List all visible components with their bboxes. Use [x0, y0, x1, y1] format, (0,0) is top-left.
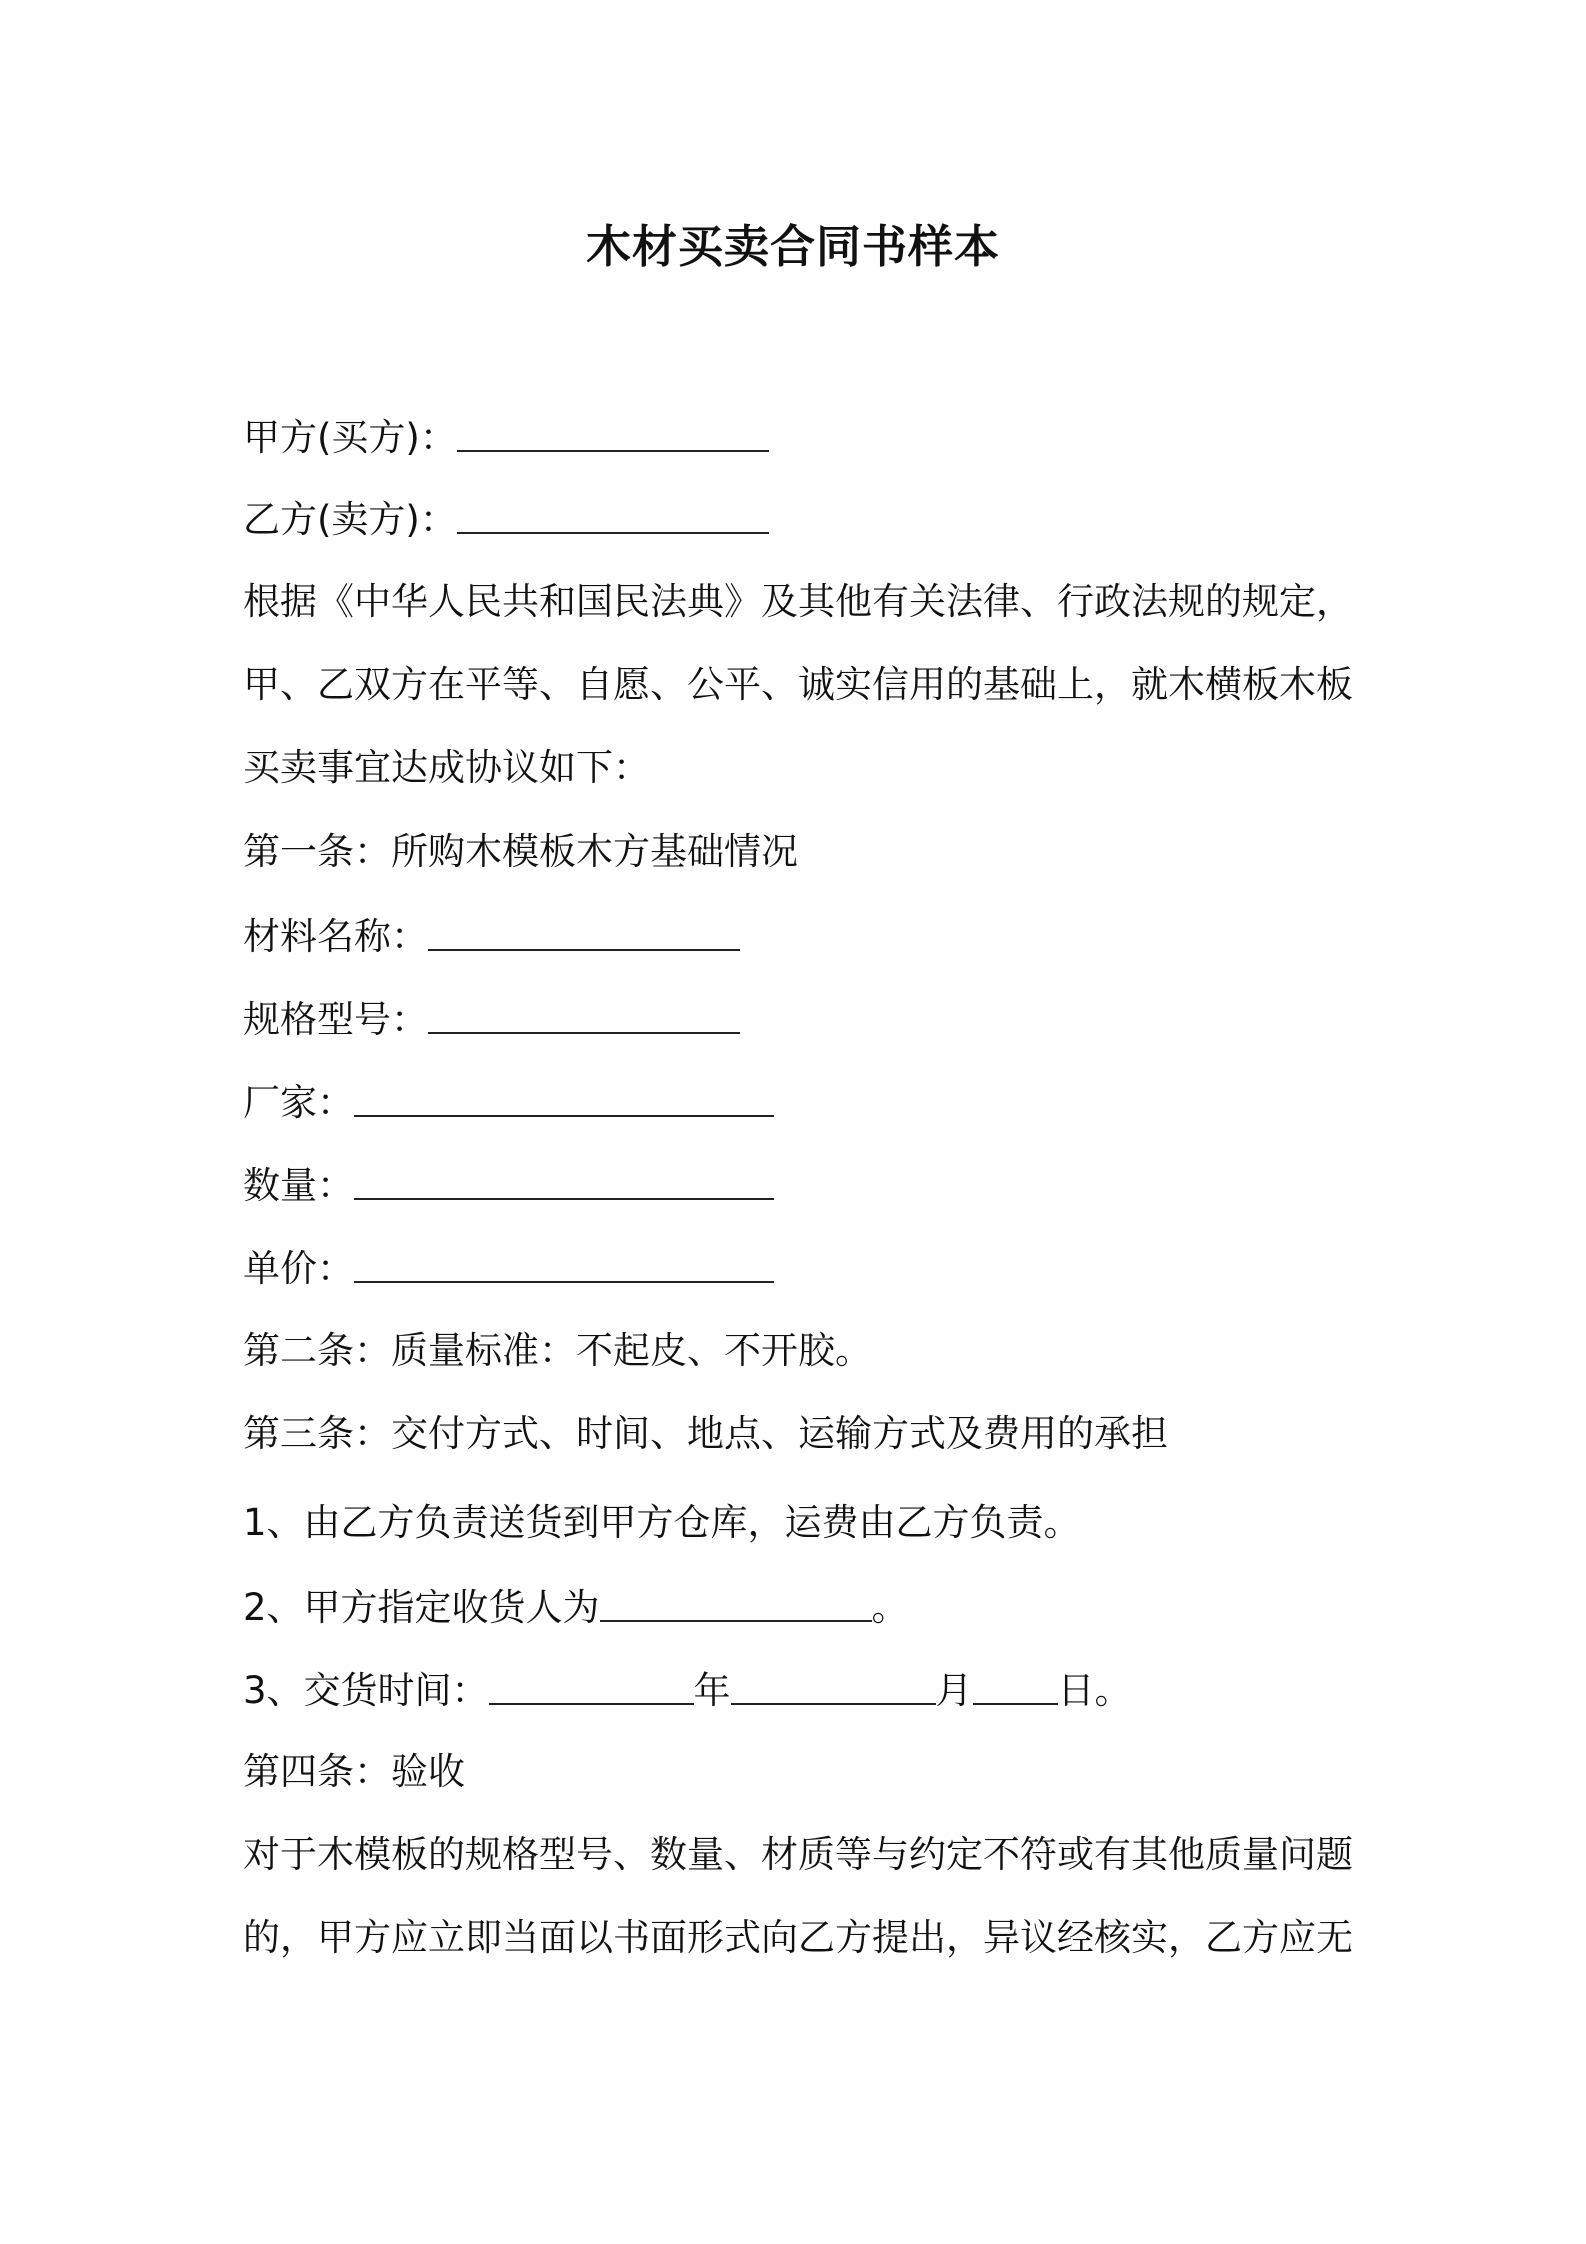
receiver-suffix: 。 — [871, 1586, 909, 1629]
material-name-label: 材料名称： — [243, 915, 428, 958]
receiver-label: 2、甲方指定收货人为 — [243, 1586, 600, 1629]
preamble-line-1: 根据《中华人民共和国民法典》及其他有关法律、行政法规的规定， — [243, 580, 1353, 623]
spec-model-label: 规格型号： — [243, 998, 428, 1041]
party-a-blank — [457, 410, 769, 452]
delivery-month-blank — [731, 1663, 936, 1705]
quantity-line — [243, 1156, 774, 1214]
receiver-blank — [600, 1580, 872, 1622]
year-label: 年 — [693, 1669, 731, 1712]
delivery-time-label: 3、交货时间： — [243, 1669, 489, 1712]
document-title: 木材买卖合同书样本 — [585, 220, 1000, 273]
manufacturer-blank — [354, 1075, 774, 1117]
day-label: 日。 — [1057, 1669, 1132, 1712]
party-b-label: 乙方(卖方)： — [243, 498, 457, 541]
acceptance-line-1: 对于木模板的规格型号、数量、材质等与约定不符或有其他质量问题 — [243, 1833, 1353, 1876]
party-a-label: 甲方(买方)： — [243, 416, 457, 459]
manufacturer-label: 厂家： — [243, 1081, 354, 1124]
quantity-label: 数量： — [243, 1164, 354, 1207]
delivery-item-1: 1、由乙方负责送货到甲方仓库，运费由乙方负责。 — [243, 1501, 1081, 1544]
preamble-line-2: 甲、乙双方在平等、自愿、公平、诚实信用的基础上，就木横板木板 — [243, 663, 1353, 706]
material-name-blank — [428, 909, 740, 951]
article-3-heading: 第三条：交付方式、时间、地点、运输方式及费用的承担 — [243, 1412, 1168, 1455]
preamble-line-3: 买卖事宜达成协议如下： — [243, 746, 650, 789]
delivery-item-2 — [243, 1578, 909, 1636]
article-2-heading: 第二条：质量标准：不起皮、不开胶。 — [243, 1329, 872, 1372]
party-a-line — [243, 408, 769, 466]
quantity-blank — [354, 1158, 774, 1200]
delivery-item-3 — [243, 1661, 1132, 1719]
article-4-heading: 第四条：验收 — [243, 1750, 465, 1793]
spec-model-line — [243, 990, 740, 1048]
delivery-day-blank — [973, 1663, 1058, 1705]
acceptance-line-2: 的，甲方应立即当面以书面形式向乙方提出，异议经核实，乙方应无 — [243, 1916, 1353, 1959]
manufacturer-line — [243, 1073, 774, 1131]
delivery-year-blank — [489, 1663, 694, 1705]
spec-model-blank — [428, 992, 740, 1034]
unit-price-blank — [354, 1241, 774, 1283]
party-b-line — [243, 490, 769, 548]
month-label: 月 — [935, 1669, 973, 1712]
party-b-blank — [457, 492, 769, 534]
unit-price-line — [243, 1239, 774, 1297]
article-1-heading: 第一条：所购木模板木方基础情况 — [243, 830, 798, 873]
unit-price-label: 单价： — [243, 1247, 354, 1290]
material-name-line — [243, 907, 740, 965]
